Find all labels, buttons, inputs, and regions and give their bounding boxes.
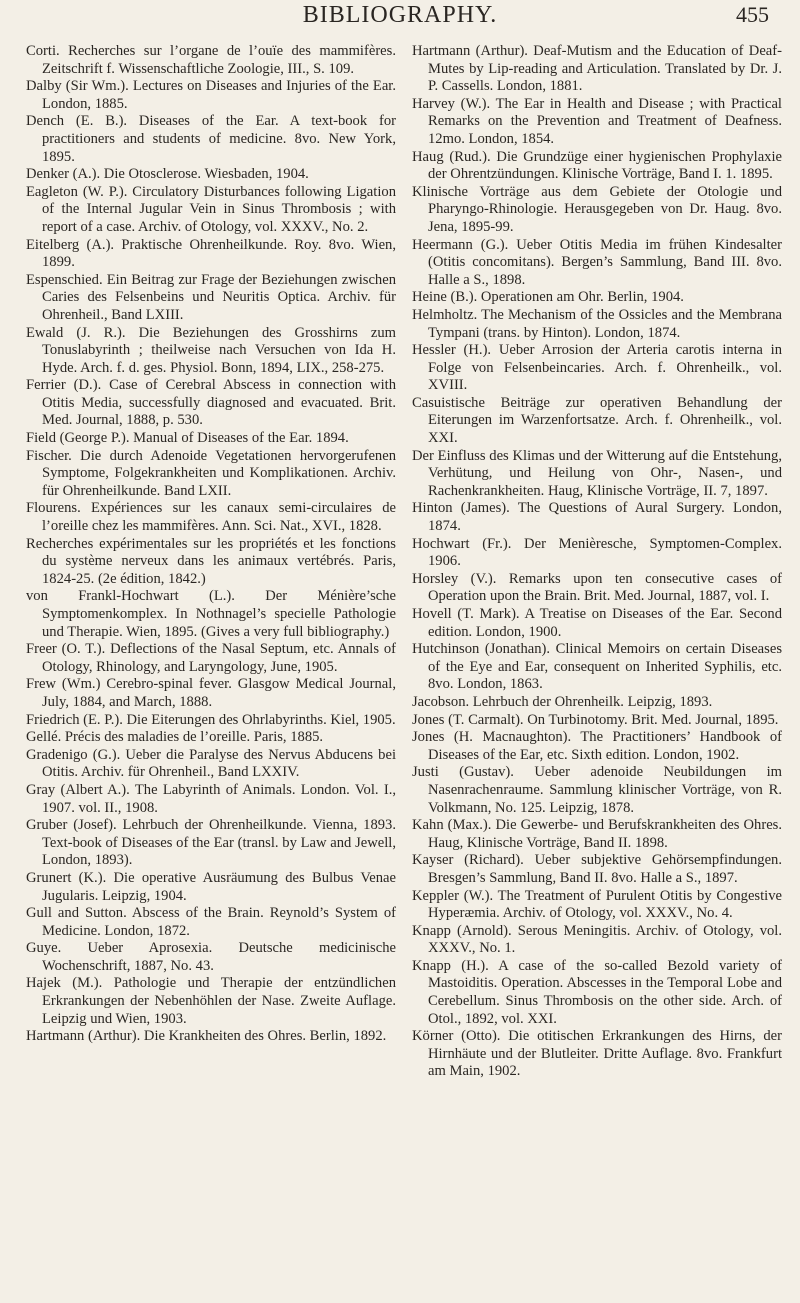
bibliography-entry: Hajek (M.). Pathologie und Therapie der entzündlichen Erkrankungen der Nebenhöhlen der Nase. Zweite Auflage. Leipzig und Wien, 1903.	[26, 975, 396, 1027]
right-column	[412, 43, 782, 1081]
bibliography-entry: Freer (O. T.). Deflections of the Nasal Septum, etc. Annals of Otology, Rhinology, and Laryngology, June, 1905.	[26, 641, 396, 675]
left-column	[26, 43, 396, 1046]
bibliography-entry: Kayser (Richard). Ueber subjektive Gehörsempfindungen. Bresgen’s Sammlung, Band II. 8vo. Halle a S., 1897.	[412, 852, 782, 886]
bibliography-entry: Hovell (T. Mark). A Treatise on Diseases of the Ear. Second edition. London, 1900.	[412, 606, 782, 640]
bibliography-entry: von Frankl-Hochwart (L.). Der Ménière’sche Symptomenkomplex. In Nothnagel’s specielle Pathologie und Therapie. Wien, 1895. (Gives a very full bibliography.)	[26, 588, 396, 640]
bibliography-entry: Gradenigo (G.). Ueber die Paralyse des Nervus Abducens bei Otitis. Archiv. für Ohrenheil., Band LXXIV.	[26, 746, 396, 781]
bibliography-entry: Jones (H. Macnaughton). The Practitioners’ Handbook of Diseases of the Ear, etc. Sixth edition. London, 1902.	[412, 729, 782, 763]
bibliography-entry: Gray (Albert A.). The Labyrinth of Animals. London. Vol. I., 1907. vol. II., 1908.	[26, 781, 396, 816]
bibliography-entry: Friedrich (E. P.). Die Eiterungen des Ohrlabyrinths. Kiel, 1905.	[26, 711, 396, 728]
bibliography-entry: Ewald (J. R.). Die Beziehungen des Grosshirns zum Tonuslabyrinth ; theilweise nach Versuchen von Ida H. Hyde. Arch. f. d. ges. Physiol. Bonn, 1894, LIX., 258-275.	[26, 324, 396, 376]
bibliography-entry: Harvey (W.). The Ear in Health and Disease ; with Practical Remarks on the Prevention and Treatment of Deafness. 12mo. London, 1854.	[412, 95, 782, 147]
bibliography-entry: Field (George P.). Manual of Diseases of the Ear. 1894.	[26, 430, 349, 447]
bibliography-entry: Heine (B.). Operationen am Ohr. Berlin, 1904.	[412, 289, 684, 306]
bibliography-entry: Guye. Ueber Aprosexia. Deutsche medicinische Wochenschrift, 1887, No. 43.	[26, 940, 396, 974]
bibliography-entry: Der Einfluss des Klimas und der Witterung auf die Entstehung, Verhütung, und Heilung von Ohr-, Nasen-, und Rachenkrankheiten. Haug, Klinische Vorträge, II. 7, 1897.	[412, 447, 782, 499]
page-number: 455	[736, 2, 769, 27]
bibliography-entry: Jacobson. Lehrbuch der Ohrenheilk. Leipzig, 1893.	[412, 693, 713, 710]
bibliography-entry: Dench (E. B.). Diseases of the Ear. A text-book for practitioners and students of medicine. 8vo. New York, 1895.	[26, 113, 396, 165]
bibliography-entry: Eagleton (W. P.). Circulatory Disturbances following Ligation of the Internal Jugular Vein in Sinus Thrombosis ; with report of a case. Archiv. of Otology, vol. XXXV., No. 2.	[26, 183, 396, 235]
bibliography-entry: Corti. Recherches sur l’organe de l’ouïe des mammifères. Zeitschrift f. Wissenschaftliche Zoologie, III., S. 109.	[26, 43, 396, 77]
bibliography-entry: Hartmann (Arthur). Deaf-Mutism and the Education of Deaf-Mutes by Lip-reading and Articulation. Translated by Dr. J. P. Cassells. London, 1881.	[412, 43, 782, 95]
bibliography-entry: Hessler (H.). Ueber Arrosion der Arteria carotis interna in Folge von Felsenbeincaries. Arch. f. Ohrenheilk., vol. XVIII.	[412, 342, 782, 394]
bibliography-entry: Espenschied. Ein Beitrag zur Frage der Beziehungen zwischen Caries des Felsenbeins und Neuritis Optica. Archiv. für Ohrenheil., Band LXIII.	[26, 271, 396, 323]
bibliography-entry: Körner (Otto). Die otitischen Erkrankungen des Hirns, der Hirnhäute und der Blutleiter. Dritte Auflage. 8vo. Frankfurt am Main, 1902.	[412, 1028, 782, 1080]
bibliography-entry: Klinische Vorträge aus dem Gebiete der Otologie und Pharyngo-Rhinologie. Herausgegeben von Dr. Haug. 8vo. Jena, 1895-99.	[412, 183, 782, 235]
bibliography-entry: Helmholtz. The Mechanism of the Ossicles and the Membrana Tympani (trans. by Hinton). London, 1874.	[412, 306, 782, 341]
bibliography-entry: Kahn (Max.). Die Gewerbe- und Berufskrankheiten des Ohres. Haug, Klinische Vorträge, Band II. 1898.	[412, 817, 782, 851]
bibliography-entry: Gull and Sutton. Abscess of the Brain. Reynold’s System of Medicine. London, 1872.	[26, 905, 396, 939]
bibliography-entry: Frew (Wm.) Cerebro-spinal fever. Glasgow Medical Journal, July, 1884, and March, 1888.	[26, 676, 396, 710]
bibliography-entry: Jones (T. Carmalt). On Turbinotomy. Brit. Med. Journal, 1895.	[412, 711, 779, 728]
bibliography-entry: Dalby (Sir Wm.). Lectures on Diseases and Injuries of the Ear. London, 1885.	[26, 78, 396, 112]
bibliography-entry: Hinton (James). The Questions of Aural Surgery. London, 1874.	[412, 500, 782, 535]
bibliography-entry: Hochwart (Fr.). Der Menièresche, Symptomen-Complex. 1906.	[412, 535, 782, 570]
bibliography-entry: Casuistische Beiträge zur operativen Behandlung der Eiterungen im Warzenfortsatze. Arch. f. Ohrenheilk., vol. XXI.	[412, 394, 782, 447]
bibliography-entry: Keppler (W.). The Treatment of Purulent Otitis by Congestive Hyperæmia. Archiv. of Otology, vol. XXXV., No. 4.	[412, 887, 782, 922]
bibliography-entry: Haug (Rud.). Die Grundzüge einer hygienischen Prophylaxie der Ohrentzündungen. Klinische Vorträge, Band I. 1. 1895.	[412, 148, 782, 183]
page-header	[0, 0, 800, 34]
bibliography-entry: Gruber (Josef). Lehrbuch der Ohrenheilkunde. Vienna, 1893. Text-book of Diseases of the Ear (transl. by Law and Jewell, London, 1893).	[26, 817, 396, 869]
bibliography-entry: Eitelberg (A.). Praktische Ohrenheilkunde. Roy. 8vo. Wien, 1899.	[26, 236, 396, 271]
bibliography-entry: Hutchinson (Jonathan). Clinical Memoirs on certain Diseases of the Eye and Ear, consequent on Inherited Syphilis, etc. 8vo. London, 1863.	[412, 641, 782, 693]
bibliography-entry: Knapp (Arnold). Serous Meningitis. Archiv. of Otology, vol. XXXV., No. 1.	[412, 922, 782, 957]
bibliography-entry: Grunert (K.). Die operative Ausräumung des Bulbus Venae Jugularis. Leipzig, 1904.	[26, 869, 396, 904]
bibliography-entry: Denker (A.). Die Otosclerose. Wiesbaden, 1904.	[26, 166, 309, 183]
bibliography-entry: Flourens. Expériences sur les canaux semi-circulaires de l’oreille chez les mammifères. Ann. Sci. Nat., XVI., 1828.	[26, 500, 396, 535]
bibliography-entry: Heermann (G.). Ueber Otitis Media im frühen Kindesalter (Otitis concomitans). Bergen’s Sammlung, Band III. 8vo. Halle a S., 1898.	[412, 236, 782, 288]
running-title: BIBLIOGRAPHY.	[302, 2, 498, 28]
bibliography-entry: Gellé. Précis des maladies de l’oreille. Paris, 1885.	[26, 729, 324, 746]
bibliography-entry: Recherches expérimentales sur les propriétés et les fonctions du système nerveux dans les animaux vertébrés. Paris, 1824-25. (2e édition, 1842.)	[26, 535, 396, 587]
bibliography-entry: Fischer. Die durch Adenoide Vegetationen hervorgerufenen Symptome, Folgekrankheiten und Komplikationen. Archiv. für Ohrenheilkunde. Band LXII.	[26, 447, 396, 499]
bibliography-entry: Justi (Gustav). Ueber adenoide Neubildungen im Nasenrachenraume. Sammlung klinischer Vorträge, von R. Volkmann, No. 125. Leipzig, 1878.	[412, 764, 782, 816]
bibliography-entry: Hartmann (Arthur). Die Krankheiten des Ohres. Berlin, 1892.	[26, 1028, 387, 1045]
bibliography-entry: Ferrier (D.). Case of Cerebral Abscess in connection with Otitis Media, successfully diagnosed and evacuated. Brit. Med. Journal, 1888, p. 530.	[26, 377, 396, 429]
bibliography-entry: Knapp (H.). A case of the so-called Bezold variety of Mastoiditis. Operation. Abscesses in the Temporal Lobe and Cerebellum. Sinus Thrombosis on the other side. Arch. of Otol., 1892, vol. XXI.	[412, 957, 782, 1027]
bibliography-entry: Horsley (V.). Remarks upon ten consecutive cases of Operation upon the Brain. Brit. Med. Journal, 1887, vol. I.	[412, 570, 782, 605]
